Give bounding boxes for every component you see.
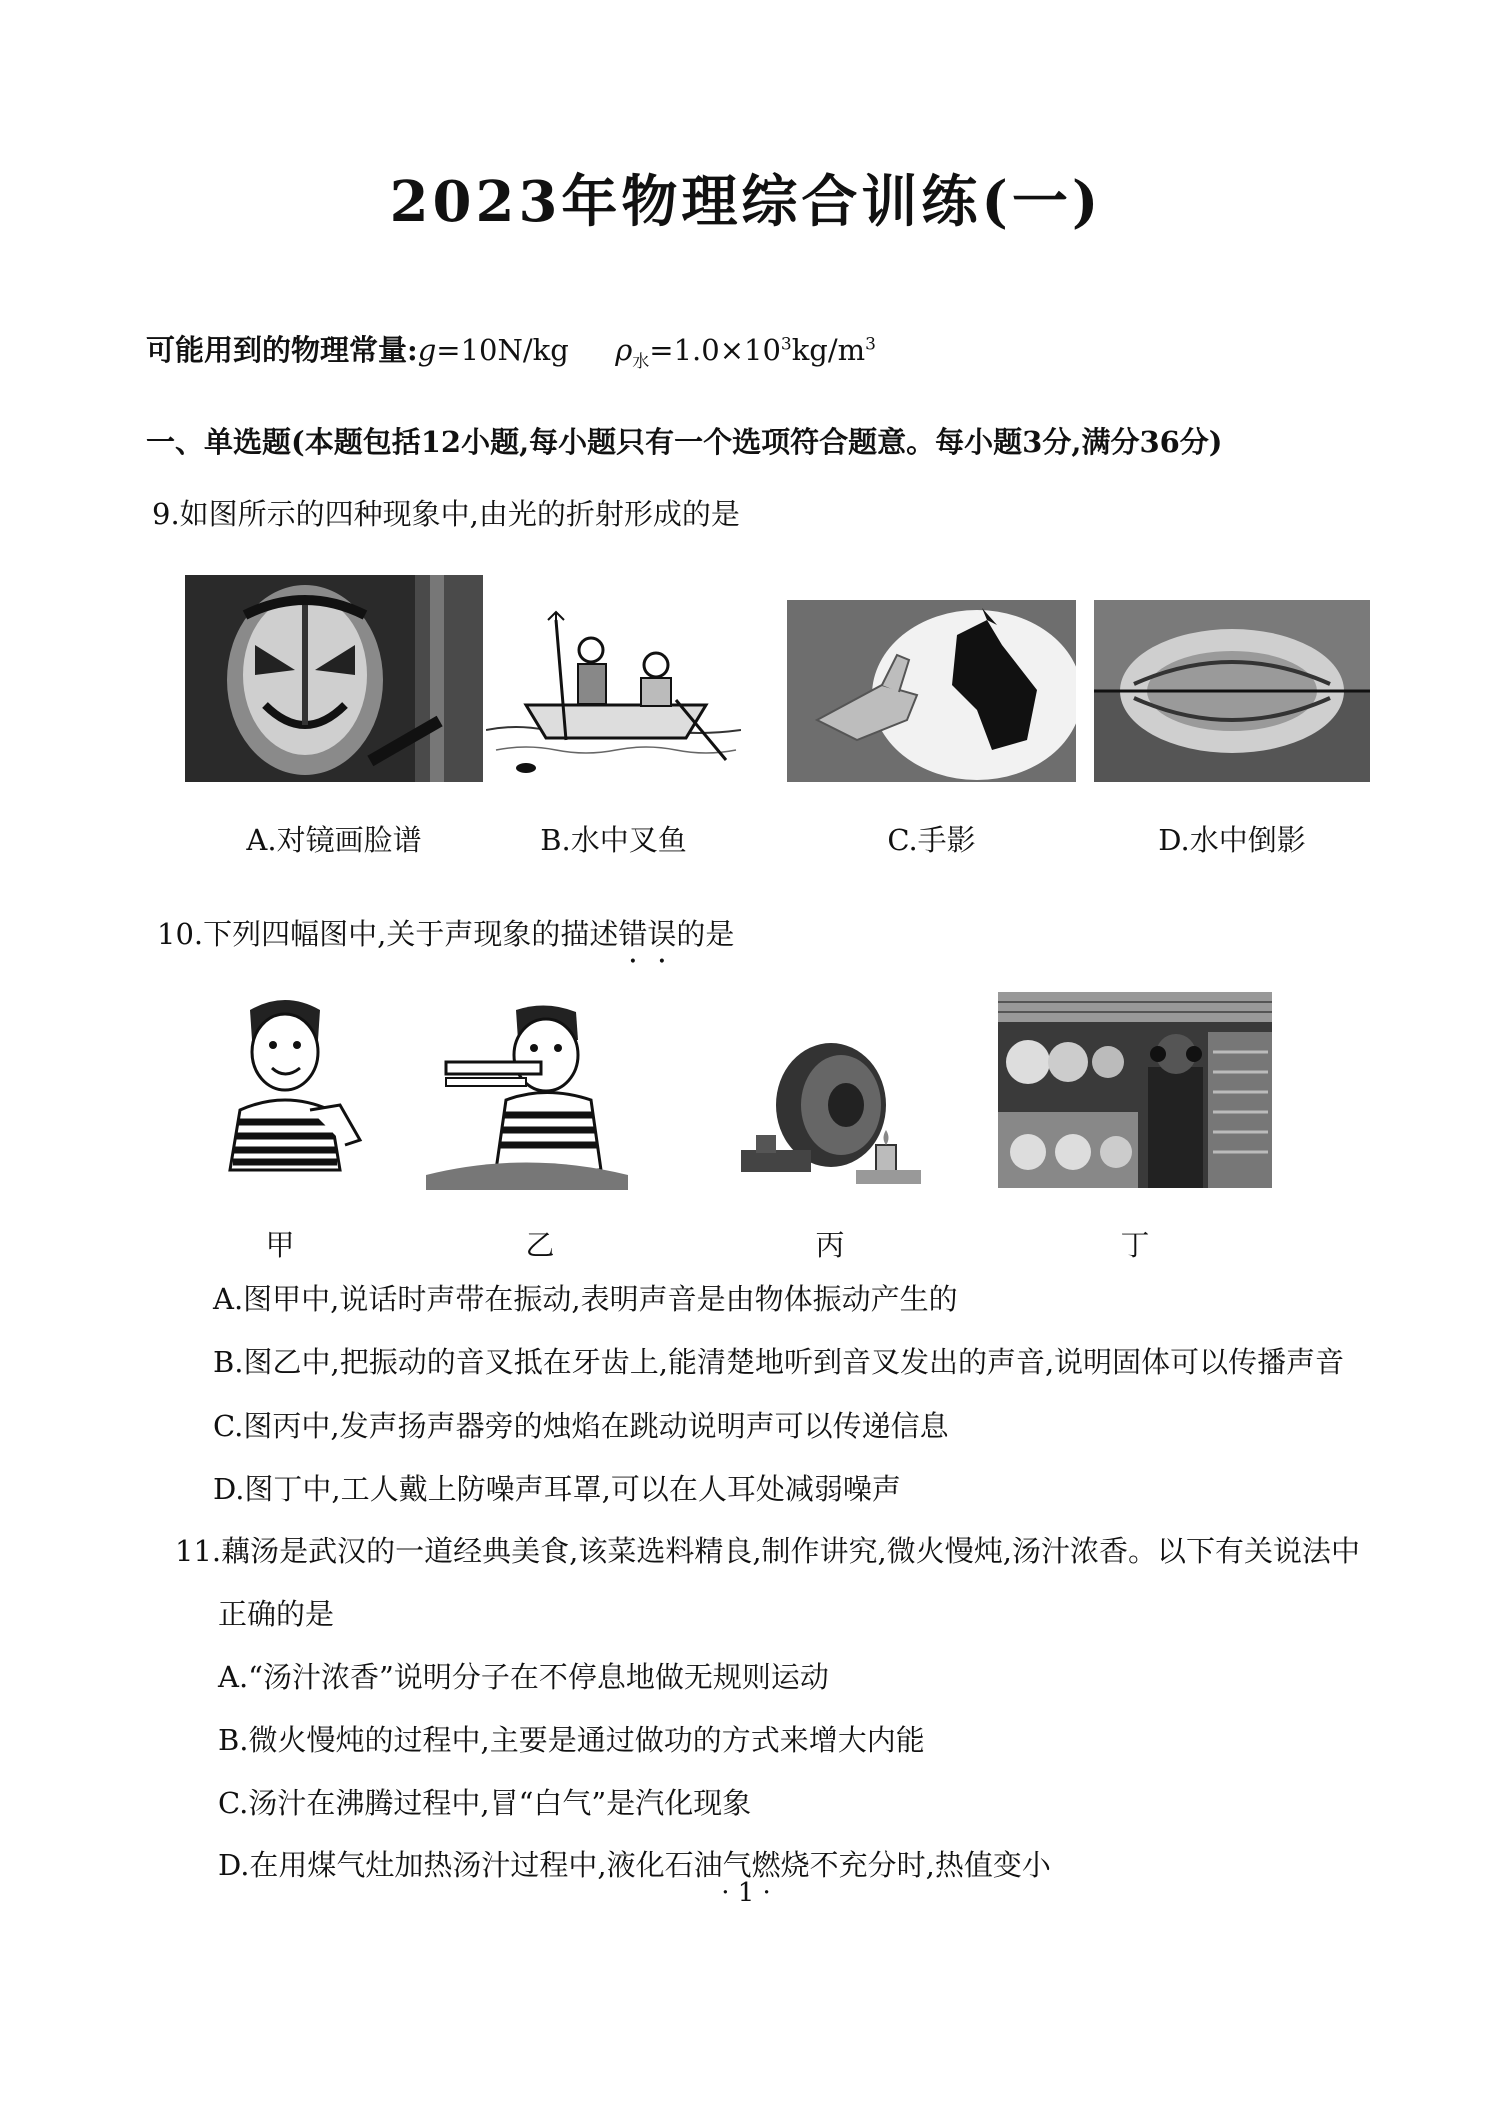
- q11-stem-line1: 11.藕汤是武汉的一道经典美食,该菜选料精良,制作讲究,微火慢炖,汤汁浓香。以下有关说法中: [175, 1534, 1360, 1568]
- q10-figure-yi: 乙: [525, 1228, 555, 1262]
- water-reflection-image: [1094, 600, 1370, 782]
- rho-unit-exponent: 3: [865, 334, 876, 355]
- constants-line: [146, 333, 876, 372]
- q10-stem-after: 的是: [676, 917, 735, 951]
- q10-emphasis-1: 错: [618, 917, 648, 951]
- rho-value: =1.0×10: [649, 333, 781, 367]
- spearing-fish-icon: [486, 610, 741, 782]
- q11-option-a: A.“汤汁浓香”说明分子在不停息地做无规则运动: [218, 1660, 829, 1694]
- hand-shadow-icon: [787, 600, 1076, 782]
- constants-label: 可能用到的物理常量:: [146, 333, 418, 367]
- q10-option-a: A.图甲中,说话时声带在振动,表明声音是由物体振动产生的: [213, 1282, 958, 1316]
- q9-stem: 9.如图所示的四种现象中,由光的折射形成的是: [152, 497, 740, 531]
- tuning-fork-teeth-icon: [426, 1000, 628, 1190]
- factory-earmuffs-image: [998, 992, 1272, 1188]
- q11-option-b: B.微火慢炖的过程中,主要是通过做功的方式来增大内能: [218, 1723, 925, 1757]
- q10-figure-ding: 丁: [1120, 1228, 1150, 1262]
- boy-talking-icon: [200, 990, 365, 1180]
- q9-option-b: B.水中叉鱼: [540, 823, 687, 857]
- water-reflection-icon: [1094, 600, 1370, 782]
- q11-option-c: C.汤汁在沸腾过程中,冒“白气”是汽化现象: [218, 1786, 752, 1820]
- q10-stem-before: 10.下列四幅图中,关于声现象的描述: [157, 917, 619, 951]
- g-symbol: g: [417, 333, 437, 367]
- page-number: · 1 ·: [721, 1878, 771, 1908]
- rho-exponent: 3: [780, 334, 792, 355]
- q9-option-a: A.对镜画脸谱: [246, 823, 422, 857]
- page-title: 2023年物理综合训练(一): [389, 169, 1103, 235]
- section-heading: 一、单选题(本题包括12小题,每小题只有一个选项符合题意。每小题3分,满分36分): [146, 425, 1223, 459]
- rho-subscript: 水: [632, 351, 650, 372]
- speaker-candle-icon: [736, 1040, 926, 1188]
- rho-symbol: ρ: [615, 333, 633, 367]
- mirror-face-painting-image: [185, 575, 483, 782]
- q10-option-c: C.图丙中,发声扬声器旁的烛焰在跳动说明声可以传递信息: [213, 1409, 949, 1443]
- q11-option-d: D.在用煤气灶加热汤汁过程中,液化石油气燃烧不充分时,热值变小: [218, 1848, 1051, 1882]
- q10-option-b: B.图乙中,把振动的音叉抵在牙齿上,能清楚地听到音叉发出的声音,说明固体可以传播声音: [213, 1345, 1345, 1379]
- factory-earmuffs-icon: [998, 992, 1272, 1188]
- q11-stem-line2: 正确的是: [218, 1597, 335, 1631]
- q10-figure-bing: 丙: [815, 1228, 845, 1262]
- tuning-fork-teeth-image: [426, 1000, 628, 1190]
- spearing-fish-image: [486, 610, 741, 782]
- rho-unit: kg/m: [791, 333, 866, 367]
- q9-option-d: D.水中倒影: [1158, 823, 1306, 857]
- q10-emphasis-2: 误: [647, 917, 677, 951]
- q10-stem: [157, 917, 734, 952]
- q9-option-c: C.手影: [887, 823, 976, 857]
- q10-figure-jia: 甲: [265, 1228, 295, 1262]
- hand-shadow-image: [787, 600, 1076, 782]
- boy-talking-image: [200, 990, 365, 1180]
- mirror-face-painting-icon: [185, 575, 483, 782]
- speaker-candle-image: [736, 1040, 926, 1188]
- q10-option-d: D.图丁中,工人戴上防噪声耳罩,可以在人耳处减弱噪声: [213, 1472, 901, 1506]
- g-value: =10N/kg: [436, 333, 569, 367]
